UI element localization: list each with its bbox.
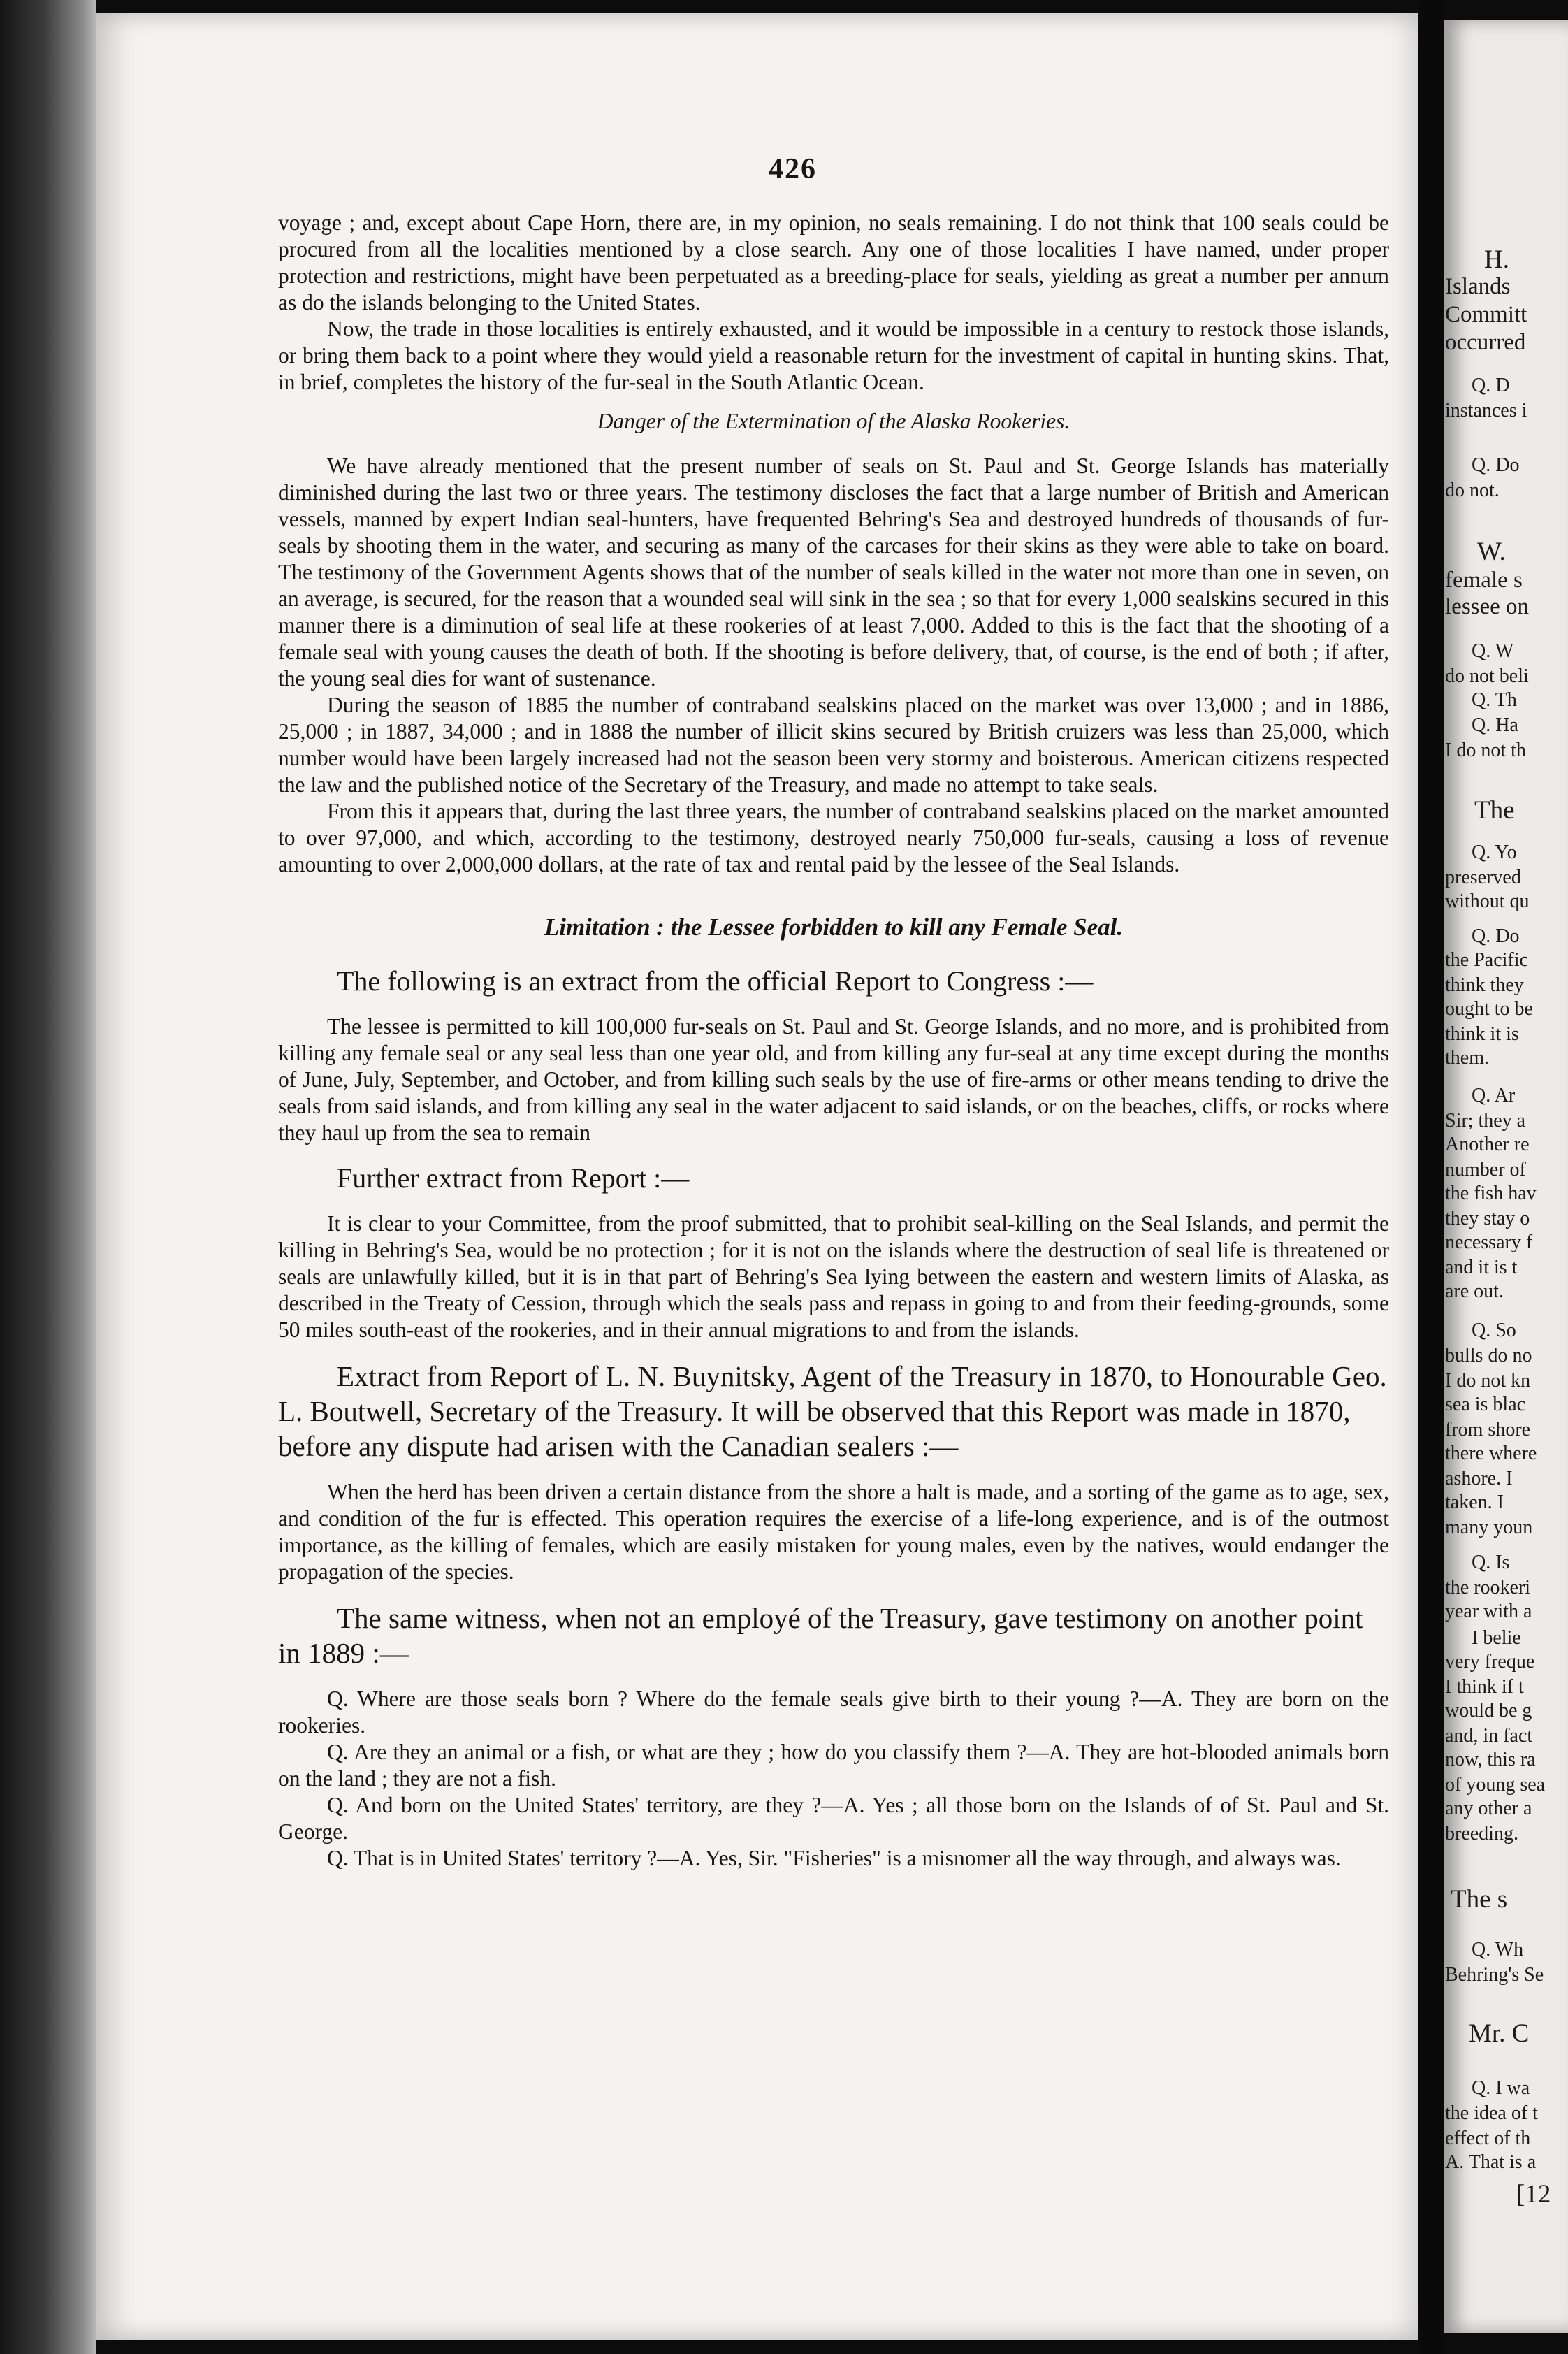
adjacent-line: taken. I bbox=[1445, 1492, 1504, 1513]
adjacent-line: Behring's Se bbox=[1445, 1964, 1544, 1986]
adjacent-line: Islands bbox=[1445, 274, 1511, 299]
adjacent-line: Q. Wh bbox=[1472, 1939, 1524, 1961]
adjacent-line: Q. D bbox=[1472, 375, 1510, 396]
adjacent-line: Q. Is bbox=[1472, 1552, 1510, 1573]
adjacent-line: the fish hav bbox=[1445, 1183, 1537, 1204]
adjacent-line: and, in fact bbox=[1445, 1725, 1533, 1747]
adjacent-line: the rookeri bbox=[1445, 1577, 1531, 1598]
paragraph-contraband-season: During the season of 1885 the number of contraband sealskins placed on the market was over 13,000 ; and in 1886, 25,000 ; in 1887, 34,000 ; and in 1888 the number of illicit skins secured by British cruizers was less than 25,000, which number would have been largely increased had not the season been very stormy and boisterous. American citizens respected the law and the published notice of the Secretary of the Treasury, and made no attempt to take seals. bbox=[278, 693, 1389, 797]
paragraph-herd-sorting: When the herd has been driven a certain distance from the shore a halt is made, and a sorting of the game as to age, sex, and condition of the fur is effected. This operation requires the exercise of a life-long experience, and is of the outmost importance, as the killing of females, which are easily mistaken for young males, even by the natives, would endanger the propagation of the species. bbox=[278, 1480, 1389, 1584]
adjacent-page-fragment bbox=[1444, 20, 1568, 2333]
adjacent-line: H. bbox=[1484, 245, 1509, 274]
adjacent-line: ashore. I bbox=[1445, 1468, 1513, 1489]
adjacent-line: year with a bbox=[1445, 1601, 1532, 1622]
adjacent-line: very freque bbox=[1445, 1651, 1535, 1673]
adjacent-line: preserved bbox=[1445, 867, 1521, 888]
adjacent-line: them. bbox=[1445, 1047, 1489, 1069]
adjacent-line: sea is blac bbox=[1445, 1394, 1526, 1415]
adjacent-line: effect of th bbox=[1445, 2128, 1531, 2149]
adjacent-line: Q. I wa bbox=[1472, 2077, 1530, 2099]
testimony-question-fisheries: Q. That is in United States' territory ?—A. Yes, Sir. "Fisheries" is a misnomer all the way through, and always was. bbox=[327, 1846, 1341, 1870]
adjacent-line: would be g bbox=[1445, 1700, 1532, 1721]
heading-same-witness: The same witness, when not an employé of the Treasury, gave testimony on another point in 1889 :— bbox=[278, 1602, 1363, 1669]
adjacent-line: The bbox=[1474, 796, 1515, 825]
adjacent-line: ought to be bbox=[1445, 998, 1533, 1020]
adjacent-line: the idea of t bbox=[1445, 2102, 1538, 2124]
adjacent-line: lessee on bbox=[1445, 594, 1530, 619]
adjacent-line: [12 bbox=[1516, 2180, 1551, 2209]
adjacent-line: many youn bbox=[1445, 1517, 1533, 1538]
testimony-question-territory: Q. And born on the United States' territory, are they ?—A. Yes ; all those born on the Islands of of St. Paul and St. George. bbox=[278, 1793, 1389, 1844]
adjacent-line: any other a bbox=[1445, 1798, 1532, 1819]
paragraph-seal-numbers: We have already mentioned that the present number of seals on St. Paul and St. George Islands has materially diminished during the last two or three years. The testimony discloses the fact that a large number of British and American vessels, manned by expert Indian seal-hunters, have frequented Behring's Sea and destroyed hundreds of thousands of fur-seals by shooting them in the water, and securing as many of the carcases for their skins as they were able to take on board. The testimony of the Government Agents shows that of the number of seals killed in the water not more than one in seven, on an average, is secured, for the reason that a wounded seal will sink in the sea ; so that for every 1,000 sealskins secured in this manner there is a diminution of seal life at these rookeries of at least 7,000. Added to this is the fact that the shooting of a female seal with young causes the death of both. If the shooting is before delivery, that, of course, is the end of both ; if after, the young seal dies for want of sustenance. bbox=[278, 454, 1389, 691]
paragraph-voyage: voyage ; and, except about Cape Horn, there are, in my opinion, no seals remaining. I do not think that 100 seals could be procured from all the localities mentioned by a close search. Any one of those localities I have named, under proper protection and restrictions, might have been perpetuated as a breeding-place for seals, yielding as great a number per annum as do the islands belonging to the United States. bbox=[278, 210, 1389, 315]
testimony-question-born: Q. Where are those seals born ? Where do the female seals give birth to their young ?—A. They are born on the rookeries. bbox=[278, 1687, 1389, 1738]
adjacent-line: occurred bbox=[1445, 330, 1526, 355]
adjacent-line: instances i bbox=[1445, 400, 1527, 421]
paragraph-trade-exhausted: Now, the trade in those localities is entirely exhausted, and it would be impossible in a century to restock those islands, or bring them back to a point where they would yield a reasonable return for the investment of capital in hunting skins. That, in brief, completes the history of the fur-seal in the South Atlantic Ocean. bbox=[278, 317, 1389, 394]
adjacent-line: bulls do no bbox=[1445, 1345, 1532, 1366]
adjacent-line: from shore bbox=[1445, 1419, 1531, 1440]
adjacent-line: Q. Do bbox=[1472, 925, 1520, 947]
adjacent-line: Q. Do bbox=[1472, 454, 1520, 476]
scan-left-edge bbox=[0, 0, 96, 2354]
adjacent-line: are out. bbox=[1445, 1280, 1504, 1302]
adjacent-line: Q. Ar bbox=[1472, 1085, 1516, 1106]
adjacent-line: breeding. bbox=[1445, 1823, 1518, 1844]
book-gutter bbox=[1418, 0, 1444, 2354]
adjacent-line: Another re bbox=[1445, 1134, 1530, 1155]
adjacent-line: they stay o bbox=[1445, 1208, 1530, 1229]
adjacent-line: Q. Yo bbox=[1472, 842, 1517, 863]
adjacent-line: I think if t bbox=[1445, 1676, 1524, 1698]
adjacent-line: the Pacific bbox=[1445, 949, 1528, 971]
adjacent-line: I belie bbox=[1472, 1627, 1521, 1649]
adjacent-line: Q. Th bbox=[1472, 689, 1517, 711]
testimony-question-classify: Q. Are they an animal or a fish, or what are they ; how do you classify them ?—A. They are hot-blooded animals born on the land ; they are not a fish. bbox=[278, 1740, 1389, 1791]
adjacent-line: Committ bbox=[1445, 302, 1527, 327]
adjacent-line: female s bbox=[1445, 568, 1523, 593]
heading-limitation: Limitation : the Lessee forbidden to kill any Female Seal. bbox=[544, 914, 1124, 941]
adjacent-line: without qu bbox=[1445, 890, 1530, 912]
subheading-extermination: Danger of the Extermination of the Alaska Rookeries. bbox=[597, 409, 1070, 433]
adjacent-line: of young sea bbox=[1445, 1774, 1546, 1796]
adjacent-line: think it is bbox=[1445, 1023, 1519, 1045]
adjacent-line: now, this ra bbox=[1445, 1749, 1536, 1770]
adjacent-line: I do not kn bbox=[1445, 1370, 1531, 1392]
paragraph-lessee-permitted: The lessee is permitted to kill 100,000 fur-seals on St. Paul and St. George Islands, and no more, and is prohibited from killing any female seal or any seal less than one year old, and from killing any fur-seal at any time except during the months of June, July, September, and October, and from killing such seals by the use of fire-arms or other means tending to drive the seals from said islands, and from killing any seal in the water adjacent to said islands, or on the beaches, cliffs, or rocks where they haul up from the sea to remain bbox=[278, 1014, 1389, 1145]
paragraph-revenue-loss: From this it appears that, during the last three years, the number of contraband sealskins placed on the market amounted to over 97,000, and which, according to the testimony, destroyed nearly 750,000 fur-seals, causing a loss of revenue amounting to over 2,000,000 dollars, at the rate of tax and rental paid by the lessee of the Seal Islands. bbox=[278, 799, 1389, 876]
paragraph-committee-clear: It is clear to your Committee, from the proof submitted, that to prohibit seal-killing on the Seal Islands, and permit the killing in Behring's Sea, would be no protection ; for it is not on the islands where the destruction of seal life is threatened or seals are unlawfully killed, but it is in that part of Behring's Sea lying between the eastern and western limits of Alaska, as described in the Treaty of Cession, through which the seals pass and repass in going to and from their feeding-grounds, some 50 miles south-east of the rookeries, and in their annual migrations to and from the islands. bbox=[278, 1211, 1389, 1342]
page-number: 426 bbox=[769, 153, 817, 185]
adjacent-line: The s bbox=[1451, 1885, 1508, 1914]
adjacent-line: Mr. C bbox=[1469, 2019, 1530, 2048]
adjacent-line: necessary f bbox=[1445, 1232, 1533, 1253]
adjacent-line: do not beli bbox=[1445, 665, 1529, 687]
adjacent-line: think they bbox=[1445, 974, 1524, 996]
adjacent-line: Q. Ha bbox=[1472, 714, 1518, 736]
heading-extract-report: The following is an extract from the official Report to Congress :— bbox=[337, 965, 1094, 997]
heading-further-extract: Further extract from Report :— bbox=[337, 1162, 690, 1194]
adjacent-line: do not. bbox=[1445, 479, 1500, 501]
adjacent-line: number of bbox=[1445, 1159, 1526, 1180]
adjacent-line: W. bbox=[1477, 537, 1506, 566]
adjacent-line: Q. So bbox=[1472, 1320, 1516, 1341]
adjacent-line: A. That is a bbox=[1445, 2151, 1537, 2173]
page-text bbox=[278, 210, 1389, 1872]
adjacent-line: there where bbox=[1445, 1443, 1537, 1464]
adjacent-line: Sir; they a bbox=[1445, 1110, 1526, 1132]
adjacent-line: and it is t bbox=[1445, 1257, 1518, 1278]
heading-buynitsky-report: Extract from Report of L. N. Buynitsky, Agent of the Treasury in 1870, to Honourable Geo. L. Boutwell, Secretary of the Treasury. It will be observed that this Report was made in 1870, before any dispute had arisen with the Canadian sealers :— bbox=[278, 1360, 1387, 1462]
adjacent-line: I do not th bbox=[1445, 739, 1526, 761]
adjacent-line: Q. W bbox=[1472, 640, 1514, 662]
